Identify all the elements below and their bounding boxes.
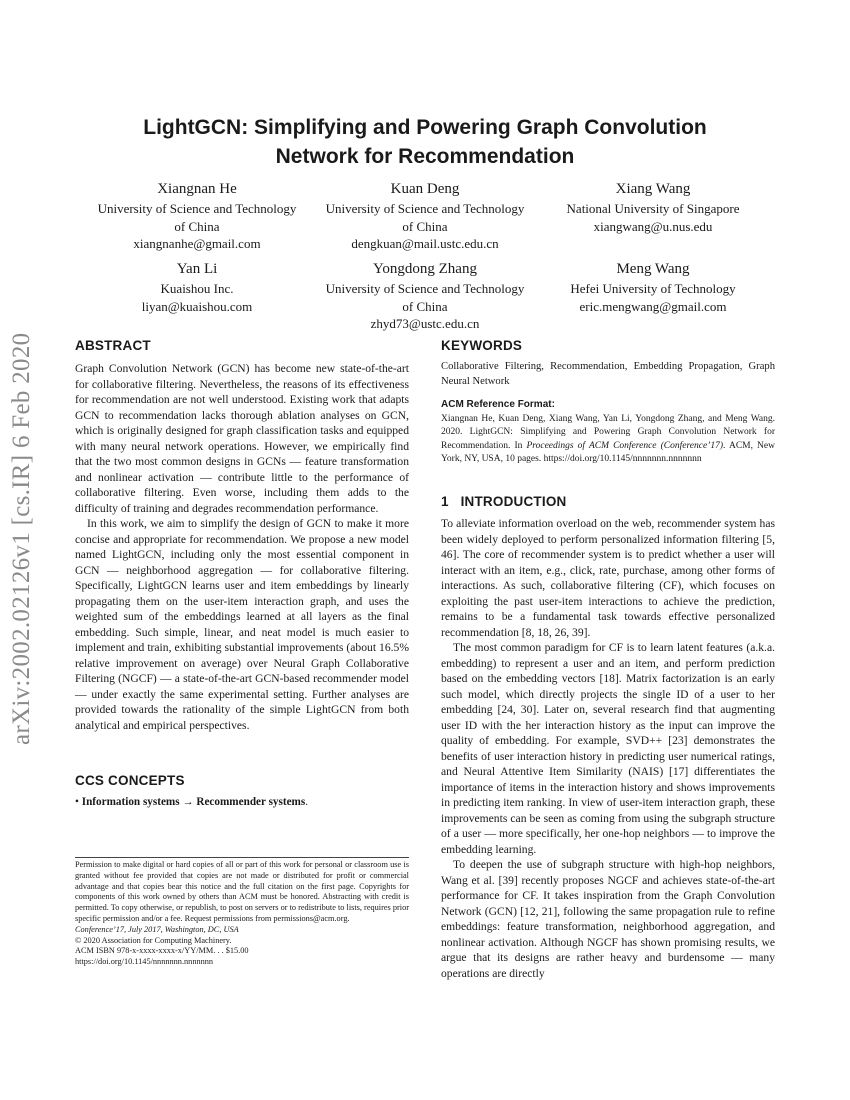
abstract-section <box>75 338 409 733</box>
introduction-heading <box>441 494 775 510</box>
permission-notice: Permission to make digital or hard copies of all or part of this work for personal or classroom use is granted without fee provided that copies are not made or distributed for profit or commercial advantage and that copies bear this notice and the full citation on the first page. Copyrights for components of this work owned by others than ACM must be honored. Abstracting with credit is permitted. To copy otherwise, or republish, to post on servers or to redistribute to lists, requires prior specific permission and/or a fee. Request permissions from permissions@acm.org. <box>75 860 409 923</box>
section-number: 1 <box>441 494 449 509</box>
ccs-heading: CCS CONCEPTS <box>75 773 185 788</box>
author-affiliation: of China <box>174 218 220 234</box>
acm-reference-authors: Xiangnan He, Kuan Deng, Xiang Wang, Yan Li, Yongdong Zhang, and Meng Wang. 2020. LightGCN: Simplifying and Powering Graph Convolution Network for Recommendation. In <box>441 414 775 451</box>
introduction-section <box>441 494 775 981</box>
acm-reference-text <box>441 413 775 466</box>
paper-title-line2: Network for Recommendation <box>275 145 575 168</box>
bullet-icon: • <box>75 796 79 808</box>
author-block <box>538 260 768 315</box>
author-block <box>310 260 540 333</box>
author-name: Xiang Wang <box>615 181 691 197</box>
keywords-section <box>441 338 775 466</box>
acm-reference-tail: . ACM, New York, NY, USA, 10 pages. https://doi.org/10.1145/nnnnnnn.nnnnnnn <box>441 440 775 464</box>
author-affiliation: of China <box>402 218 448 234</box>
acm-reference-venue: Proceedings of ACM Conference (Conference’17) <box>526 440 724 451</box>
keywords-heading: KEYWORDS <box>441 338 523 353</box>
author-email: liyan@kuaishou.com <box>141 298 253 314</box>
author-name: Yan Li <box>176 261 218 277</box>
intro-paragraph: To alleviate information overload on the web, recommender system has been widely deployed to perform personalized information filtering [5, 46]. The core of recommender system is to predict whether a user will interact with an item, e.g., click, rate, purchase, among other forms of interactions. As such, collaborative filtering (CF), which focuses on exploiting the past user-item interactions to achieve the prediction, remains to be a fundamental task towards effective personalized recommendation [8, 18, 26, 39]. <box>441 517 775 639</box>
author-block <box>538 180 768 235</box>
intro-paragraph: To deepen the use of subgraph structure with high-hop neighbors, Wang et al. [39] recently proposes NGCF and achieves state-of-the-art performance for CF. It takes inspiration from the Graph Convolution Network (GCN) [12, 21], following the same propagation rule to refine embeddings: feature transformation, neighborhood aggregation, and nonlinear activation. Although NGCF has shown promising results, we argue that its designs are rather heavy and burdensome — many operations are directly <box>441 858 775 980</box>
author-email: xiangnanhe@gmail.com <box>133 236 261 251</box>
author-email: dengkuan@mail.ustc.edu.cn <box>351 236 499 251</box>
paper-title <box>0 113 850 171</box>
author-block <box>82 180 312 253</box>
ccs-concept <box>75 795 409 811</box>
author-affiliation: National University of Singapore <box>566 201 740 216</box>
ccs-concept-item: Information systems → Recommender systems <box>81 796 306 808</box>
arxiv-stamp: arXiv:2002.02126v1 [cs.IR] 6 Feb 2020 <box>8 332 35 745</box>
author-name: Kuan Deng <box>390 181 460 197</box>
author-affiliation: University of Science and Technology <box>325 201 525 216</box>
intro-paragraph: The most common paradigm for CF is to learn latent features (a.k.a. embedding) to represent a user and an item, and perform prediction based on the embedding vectors [18]. Matrix factorization is an early such model, which directly projects the single ID of a user to her embedding [24, 30]. Later on, several research find that augmenting user ID with the her interaction history as the input can improve the quality of embedding. For example, SVD++ [23] demonstrates the benefits of user interaction history in predicting user numerical ratings, and Neural Attentive Item Similarity (NAIS) [17] differentiates the importance of items in the interaction history and shows improvements in predicting item ranking. In view of user-item interaction graph, these improvements can be seen as coming from using the subgraph structure of a user — more specifically, her one-hop neighbors — to improve the embedding learning. <box>441 641 775 856</box>
author-email: xiangwang@u.nus.edu <box>593 218 713 234</box>
paper-title-line1: LightGCN: Simplifying and Powering Graph Convolution <box>143 116 707 139</box>
acm-reference-heading: ACM Reference Format: <box>441 399 555 410</box>
copyright-line: © 2020 Association for Computing Machinery. <box>75 935 232 945</box>
isbn-line: ACM ISBN 978-x-xxxx-xxxx-x/YY/MM. . . $15.00 <box>75 946 249 956</box>
author-block <box>82 260 312 315</box>
author-name: Meng Wang <box>616 261 690 277</box>
author-email: eric.mengwang@gmail.com <box>579 298 727 314</box>
author-affiliation: University of Science and Technology <box>325 281 525 296</box>
author-affiliation: of China <box>402 298 448 314</box>
author-block <box>310 180 540 253</box>
keywords-text: Collaborative Filtering, Recommendation, Embedding Propagation, Graph Neural Network <box>441 361 775 387</box>
abstract-paragraph: In this work, we aim to simplify the design of GCN to make it more concise and appropriate for recommendation. We propose a new model named LightGCN, including only the most essential component in GCN — neighborhood aggregation — for collaborative filtering. Specifically, LightGCN learns user and item embeddings by linearly propagating them on the user-item interaction graph, and uses the weighted sum of the embeddings learned at all layers as the final embedding. Such simple, linear, and neat model is much easier to implement and train, exhibiting substantial improvements (about 16.5% relative improvement on average) over Neural Graph Collaborative Filtering (NGCF) — a state-of-the-art GCN-based recommender model — under exactly the same experimental setting. Further analyses are provided towards the rationality of the simple LightGCN from both analytical and empirical perspectives. <box>75 517 409 732</box>
author-affiliation: University of Science and Technology <box>97 201 297 216</box>
abstract-heading: ABSTRACT <box>75 338 151 353</box>
author-affiliation: Kuaishou Inc. <box>160 281 234 296</box>
doi-line: https://doi.org/10.1145/nnnnnnn.nnnnnnn <box>75 957 214 967</box>
ccs-concept-end: . <box>305 796 309 808</box>
copyright-footnote <box>75 857 409 968</box>
section-title: INTRODUCTION <box>460 494 567 509</box>
ccs-section <box>75 773 409 811</box>
author-name: Yongdong Zhang <box>373 261 477 277</box>
conference-info: Conference’17, July 2017, Washington, DC, USA <box>75 924 239 934</box>
author-affiliation: Hefei University of Technology <box>570 281 736 296</box>
author-email: zhyd73@ustc.edu.cn <box>370 316 480 331</box>
abstract-paragraph: Graph Convolution Network (GCN) has become new state-of-the-art for collaborative filtering. Nevertheless, the reasons of its effectiveness for recommendation are not well understood. Existing work that adapts GCN to recommendation lacks thorough ablation analyses on GCN, which is originally designed for graph classification tasks and equipped with many neural network operations. However, we empirically find that the two most common designs in GCNs — feature transformation and nonlinear activation — contribute little to the performance of collaborative filtering. Even worse, including them adds to the difficulty of training and degrades recommendation performance. <box>75 362 409 515</box>
author-name: Xiangnan He <box>157 181 237 197</box>
